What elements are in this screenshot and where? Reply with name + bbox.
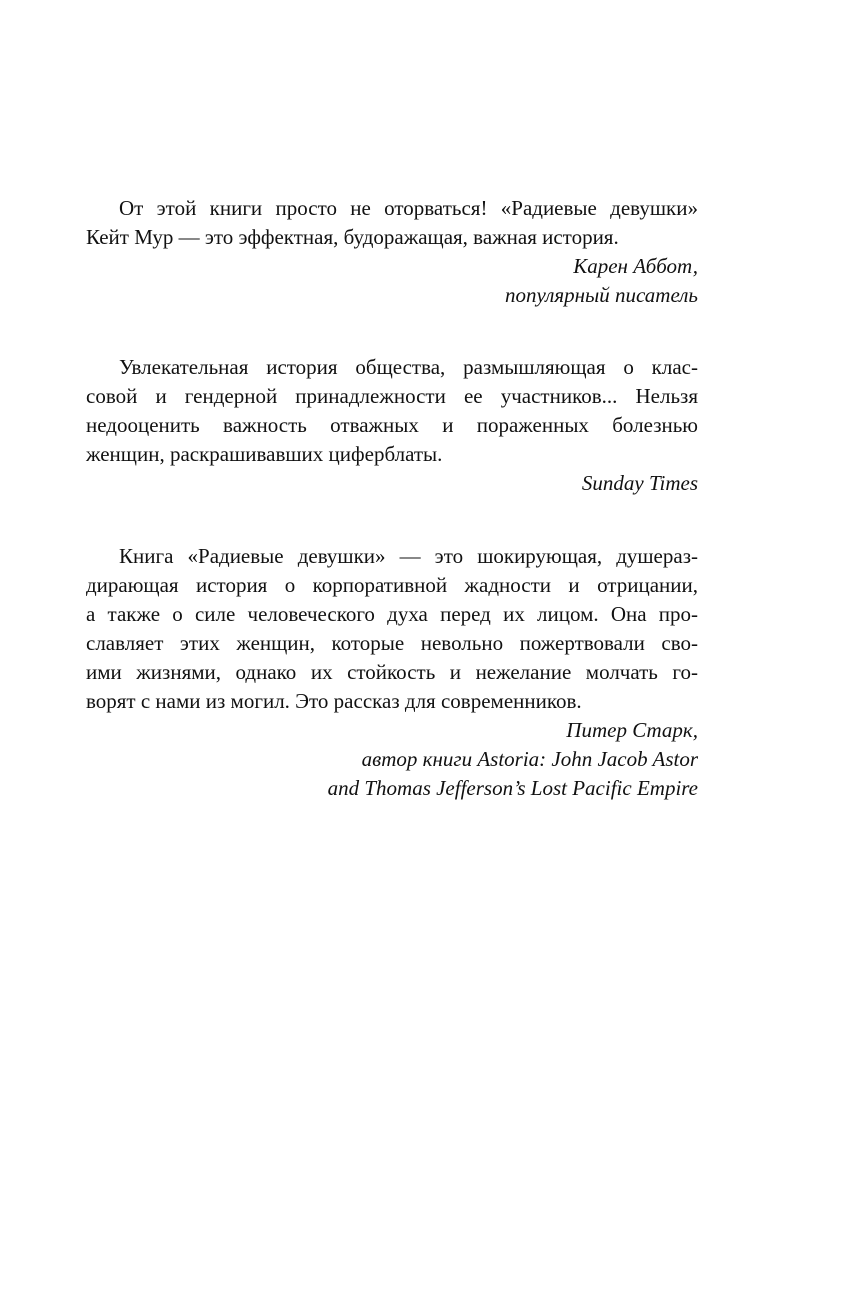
review-3-author-title-cont: and Thomas Jefferson’s Lost Pacific Empire: [327, 776, 698, 800]
spacer: [0, 498, 845, 542]
review-3: [0, 542, 845, 803]
review-1-author-title: популярный писатель: [504, 283, 698, 307]
review-1-line-2: Кейт Мур — это эффектная, будоражащая, важная история.: [86, 225, 619, 249]
review-3-line-5: ими жизнями, однако их стойкость и нежелание молчать го-: [86, 660, 698, 684]
review-1-author: Карен Аббот,: [573, 254, 698, 278]
review-2: [0, 353, 845, 498]
review-2-line-3: недооценить важность отважных и пораженных болезнью: [86, 413, 698, 437]
review-3-line-6: ворят с нами из могил. Это рассказ для современников.: [86, 689, 582, 713]
review-1: [0, 194, 845, 310]
review-2-source: Sunday Times: [581, 471, 698, 495]
praise-section: [0, 194, 845, 803]
review-3-author: Питер Старк,: [566, 718, 698, 742]
review-3-line-4: славляет этих женщин, которые невольно пожертвовали сво-: [86, 631, 698, 655]
review-3-line-3: а также о силе человеческого духа перед их лицом. Она про-: [86, 602, 698, 626]
spacer: [0, 310, 845, 353]
review-3-line-1: Книга «Радиевые девушки» — это шокирующая, душераз-: [119, 544, 698, 568]
review-3-line-2: дирающая история о корпоративной жадности и отрицании,: [86, 573, 698, 597]
review-2-line-1: Увлекательная история общества, размышляющая о клас-: [119, 355, 698, 379]
review-3-author-title: автор книги Astoria: John Jacob Astor: [361, 747, 698, 771]
review-2-line-4: женщин, раскрашивавших циферблаты.: [86, 442, 443, 466]
review-1-line-1: От этой книги просто не оторваться! «Радиевые девушки»: [119, 196, 698, 220]
review-2-line-2: совой и гендерной принадлежности ее участников... Нельзя: [86, 384, 698, 408]
